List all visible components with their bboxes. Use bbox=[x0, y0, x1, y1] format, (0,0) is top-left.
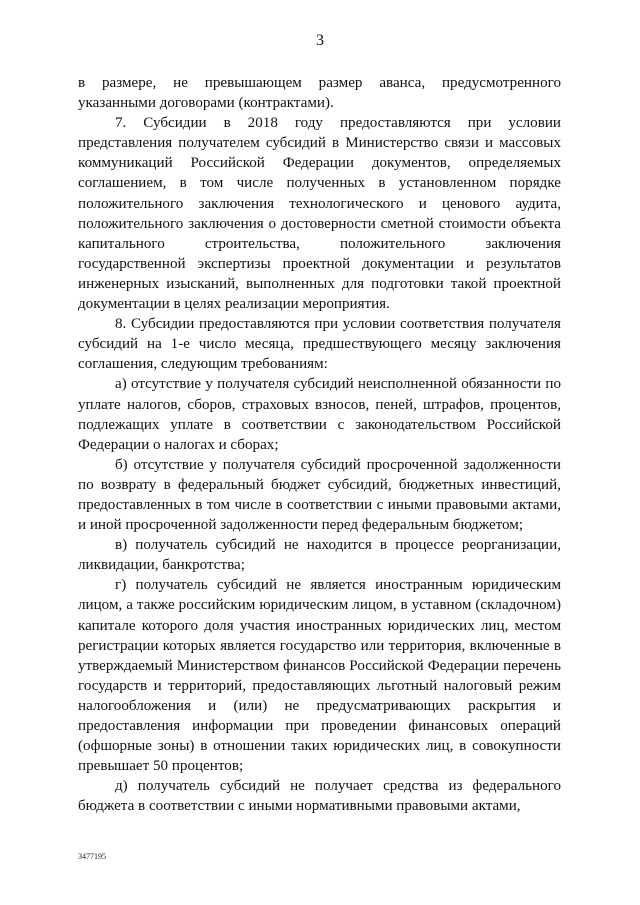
paragraph-item-8: 8. Субсидии предоставляются при условии соответствия получателя субсидий на 1-е число месяца, предшествующего месяцу заключения соглашения, следующим требованиям: bbox=[78, 316, 561, 373]
paragraph-subitem-g: г) получатель субсидий не является иностранным юридическим лицом, а также российским юридическим лицом, в уставном (складочном) капитале которого доля участия иностранных юридических лиц, местом регистрации которых является государство или территория, включенные в утверждаемый Министерством финансов Российской Федерации перечень государств и территорий, предоставляющих льготный налоговый режим налогообложения и (или) не предусматривающих раскрытия и предоставления информации при проведении финансовых операций (офшорные зоны) в отношении таких юридических лиц, в совокупности превышает 50 процентов; bbox=[78, 577, 561, 775]
paragraph-item-7: 7. Субсидии в 2018 году предоставляются при условии представления получателем субсидий в Министерство связи и массовых коммуникаций Российской Федерации документов, определяемых соглашением, в том числе полученных в установленном порядке положительного заключения технологического и ценового аудита, положительного заключения о достоверности сметной стоимости объекта капитального строительства, положительного заключения государственной экспертизы проектной документации и результатов инженерных изысканий, выполненных для подготовки такой проектной документации в целях реализации мероприятия. bbox=[78, 115, 561, 313]
page-number: 3 bbox=[316, 32, 324, 49]
paragraph-subitem-d: д) получатель субсидий не получает средства из федерального бюджета в соответствии с иными нормативными правовыми актами, bbox=[78, 778, 561, 815]
paragraph-continuation: в размере, не превышающем размер аванса, предусмотренного указанными договорами (контрактами). bbox=[78, 75, 561, 112]
paragraph-subitem-b: б) отсутствие у получателя субсидий просроченной задолженности по возврату в федеральный бюджет субсидий, бюджетных инвестиций, предоставленных в том числе в соответствии с иными правовыми актами, и иной просроченной задолженности перед федеральным бюджетом; bbox=[78, 456, 561, 534]
document-body bbox=[78, 73, 561, 816]
paragraph-subitem-v: в) получатель субсидий не находится в процессе реорганизации, ликвидации, банкротства; bbox=[78, 537, 561, 574]
paragraph-subitem-a: а) отсутствие у получателя субсидий неисполненной обязанности по уплате налогов, сборов, страховых взносов, пеней, штрафов, процентов, подлежащих уплате в соответствии с законодательством Российской Федерации о налогах и сборах; bbox=[78, 376, 561, 453]
document-code: 3477195 bbox=[78, 852, 106, 861]
